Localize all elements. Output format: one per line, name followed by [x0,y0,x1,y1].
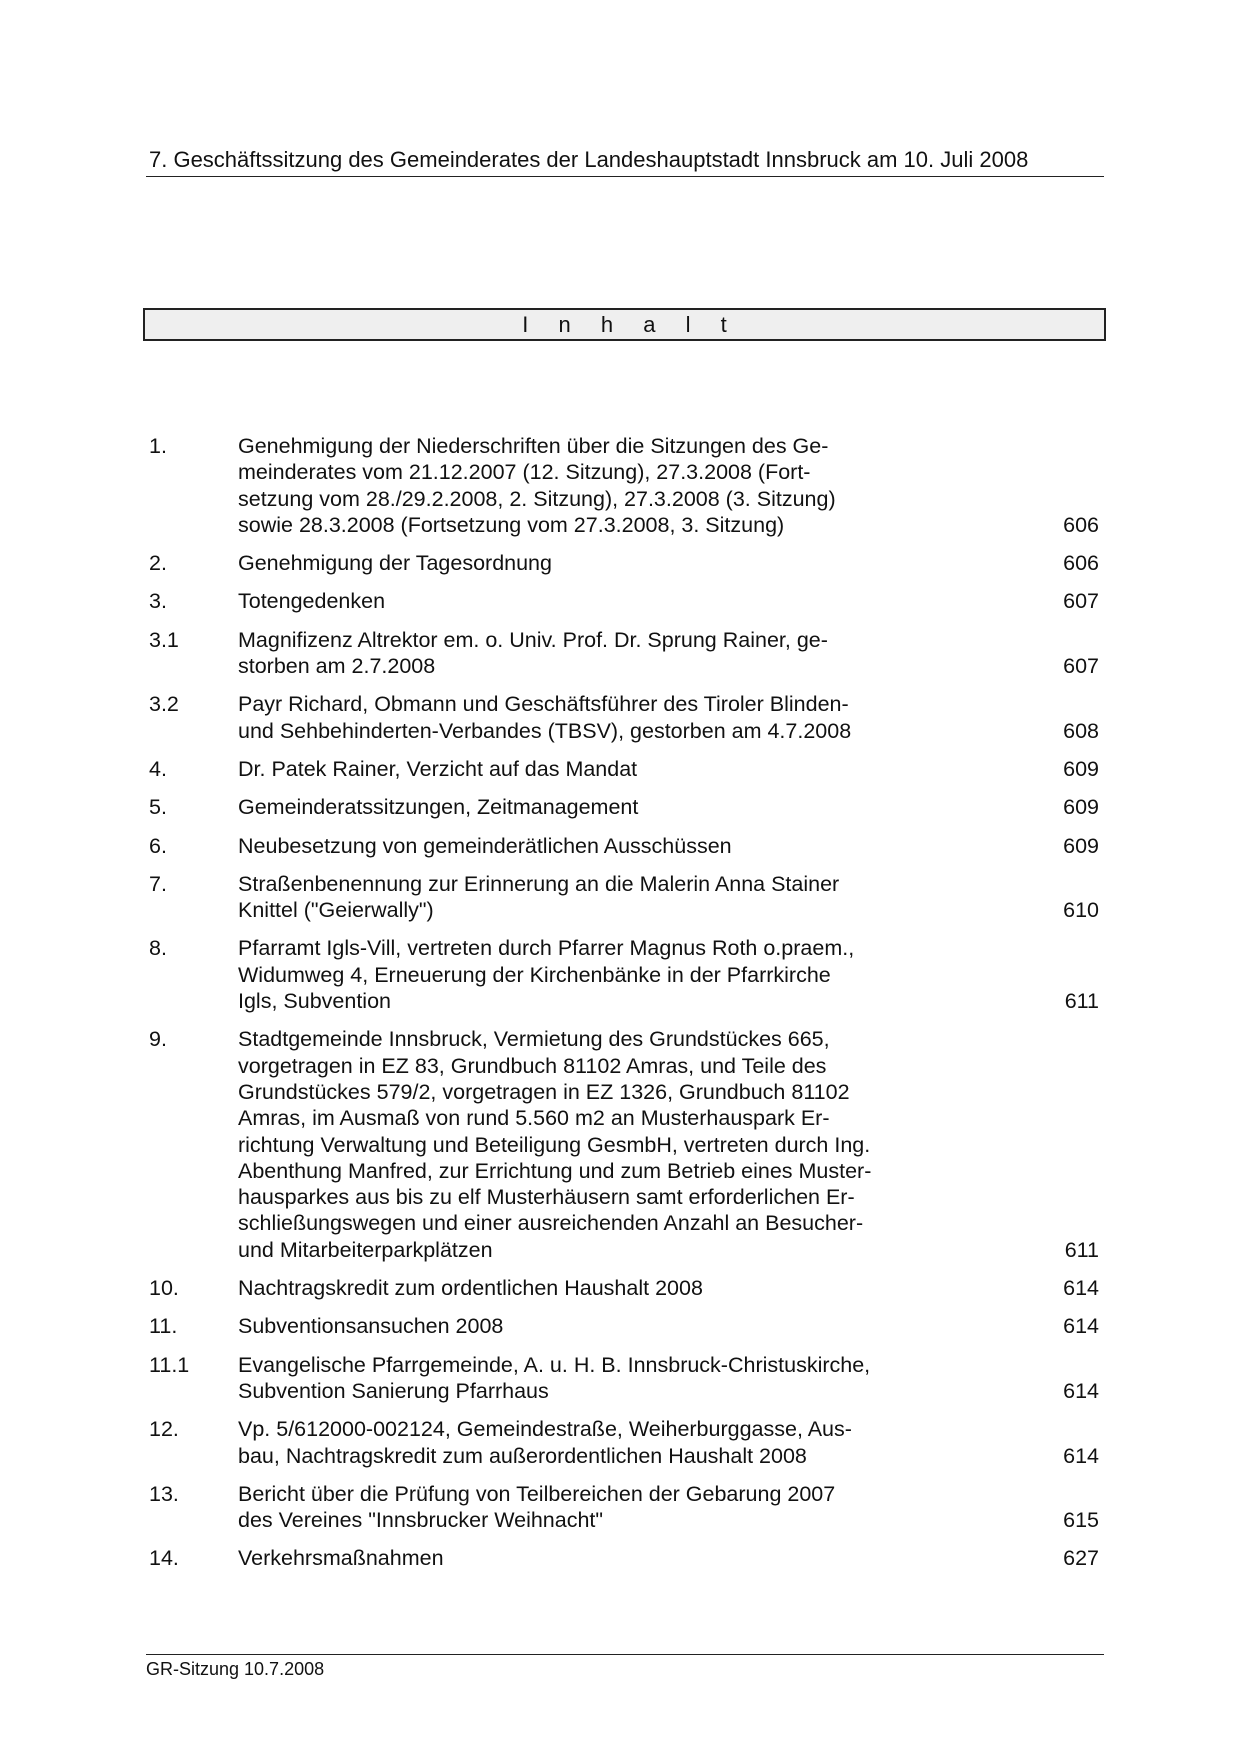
toc-entry-number: 4. [149,756,167,781]
toc-entry-page: 611 [1064,1237,1099,1262]
toc-entry-page: 607 [1063,654,1099,679]
table-of-contents [149,433,1099,1584]
toc-entry-title: Subventionsansuchen 2008 [238,1314,504,1339]
toc-entry [149,1545,1099,1571]
toc-entry-number: 3.2 [149,692,179,717]
toc-entry-number: 1. [149,434,167,458]
toc-entry-title: Totengedenken [238,589,386,614]
toc-entry [149,935,1099,1014]
toc-entry-number: 13. [149,1481,179,1506]
toc-entry-title: Gemeinderatssitzungen, Zeitmanagement [238,795,639,820]
toc-entry-number: 8. [149,936,167,961]
page-footer [146,1654,1104,1680]
toc-entry [149,871,1099,924]
toc-entry-title: Vp. 5/612000-002124, Gemeindestraße, Weiherburggasse, Aus- bau, Nachtragskredit zum außerordentlichen Haushalt 2008 [238,1417,852,1468]
toc-entry-page: 614 [1063,1314,1099,1339]
toc-entry-title: Straßenbenennung zur Erinnerung an die Malerin Anna Stainer Knittel ("Geierwally") [238,871,840,923]
toc-entry-title: Stadtgemeinde Innsbruck, Vermietung des Grundstückes 665, vorgetragen in EZ 83, Grundbuch 81102 Amras, und Teile des Grundstückes 579/2, vorgetragen in EZ 1326, Grundbuch 81102 Amras, im Ausmaß von rund 5.560 m2 an Musterhauspark Er- richtung Verwaltung und Beteiligung GesmbH, vertreten durch Ing. Abenthung Manfred, zur Errichtung und zum Betrieb eines Muster- hausparkes aus bis zu elf Musterhäusern samt erforderlichen Er- schließungswegen und einer ausreichenden Anzahl an Besucher- und Mitarbeiterparkplätzen [238,1027,872,1262]
toc-entry-number: 12. [149,1417,179,1442]
toc-entry [149,1481,1099,1534]
contents-heading: I n h a l t [143,308,1106,341]
toc-entry-number: 5. [149,795,167,820]
toc-entry-number: 3. [149,589,167,614]
toc-entry-title: Nachtragskredit zum ordentlichen Haushalt 2008 [238,1276,703,1301]
toc-entry-title: Pfarramt Igls-Vill, vertreten durch Pfarrer Magnus Roth o.praem., Widumweg 4, Erneuerung der Kirchenbänke in der Pfarrkirche Igls, Subvention [238,936,855,1014]
page-header [146,147,1104,177]
toc-entry-page: 611 [1064,989,1099,1014]
toc-entry-page: 627 [1063,1546,1099,1571]
header-title: 7. Geschäftssitzung des Gemeinderates der Landeshauptstadt Innsbruck am 10. Juli 2008 [149,147,1029,172]
toc-entry-title: Genehmigung der Niederschriften über die Sitzungen des Ge- meinderates vom 21.12.2007 (12. Sitzung), 27.3.2008 (Fort- setzung vom 28./29.2.2008, 2. Sitzung), 27.3.2008 (3. Sitzung) sowie 28.3.2008 (Fortsetzung vom 27.3.2008, 3. Sitzung) [238,434,836,537]
toc-entry [149,627,1099,680]
toc-entry-page: 606 [1063,512,1099,537]
toc-entry [149,1275,1099,1301]
toc-entry-page: 607 [1063,589,1099,614]
toc-entry-page: 615 [1063,1508,1099,1533]
toc-entry-number: 7. [149,871,167,896]
toc-entry [149,550,1099,576]
toc-entry-number: 2. [149,551,167,576]
toc-entry-page: 614 [1063,1443,1099,1468]
toc-entry [149,1313,1099,1339]
toc-entry-title: Dr. Patek Rainer, Verzicht auf das Mandat [238,756,638,781]
toc-entry-number: 3.1 [149,627,179,652]
toc-entry-page: 614 [1063,1276,1099,1301]
toc-entry-title: Genehmigung der Tagesordnung [238,551,552,576]
toc-entry-title: Payr Richard, Obmann und Geschäftsführer des Tiroler Blinden- und Sehbehinderten-Verbandes (TBSV), gestorben am 4.7.2008 [238,692,852,743]
toc-entry-number: 11. [149,1314,178,1339]
toc-entry [149,691,1099,744]
toc-entry-page: 609 [1063,756,1099,781]
toc-entry-number: 11.1 [149,1352,190,1377]
toc-entry [149,794,1099,820]
toc-entry-number: 9. [149,1027,167,1052]
toc-entry-page: 609 [1063,795,1099,820]
toc-entry [149,433,1099,538]
toc-entry [149,1416,1099,1469]
toc-entry [149,833,1099,859]
toc-entry [149,1352,1099,1405]
toc-entry-page: 614 [1063,1378,1099,1403]
toc-entry-number: 10. [149,1276,179,1301]
toc-entry-title: Bericht über die Prüfung von Teilbereichen der Gebarung 2007 des Vereines "Innsbrucker Weihnacht" [238,1481,836,1533]
toc-entry-title: Evangelische Pfarrgemeinde, A. u. H. B. Innsbruck-Christuskirche, Subvention Sanierung Pfarrhaus [238,1352,871,1403]
toc-entry-title: Verkehrsmaßnahmen [238,1546,444,1571]
footer-text: GR-Sitzung 10.7.2008 [146,1659,325,1679]
toc-entry [149,756,1099,782]
toc-entry-number: 6. [149,833,167,858]
toc-entry-title: Magnifizenz Altrektor em. o. Univ. Prof. Dr. Sprung Rainer, ge- storben am 2.7.2008 [238,627,828,679]
toc-entry-page: 609 [1063,833,1099,858]
toc-entry-page: 610 [1063,898,1099,923]
toc-entry-page: 608 [1063,718,1099,743]
toc-entry-title: Neubesetzung von gemeinderätlichen Ausschüssen [238,833,732,858]
toc-entry [149,1026,1099,1263]
toc-entry-number: 14. [149,1546,179,1571]
toc-entry [149,588,1099,614]
toc-entry-page: 606 [1063,551,1099,576]
